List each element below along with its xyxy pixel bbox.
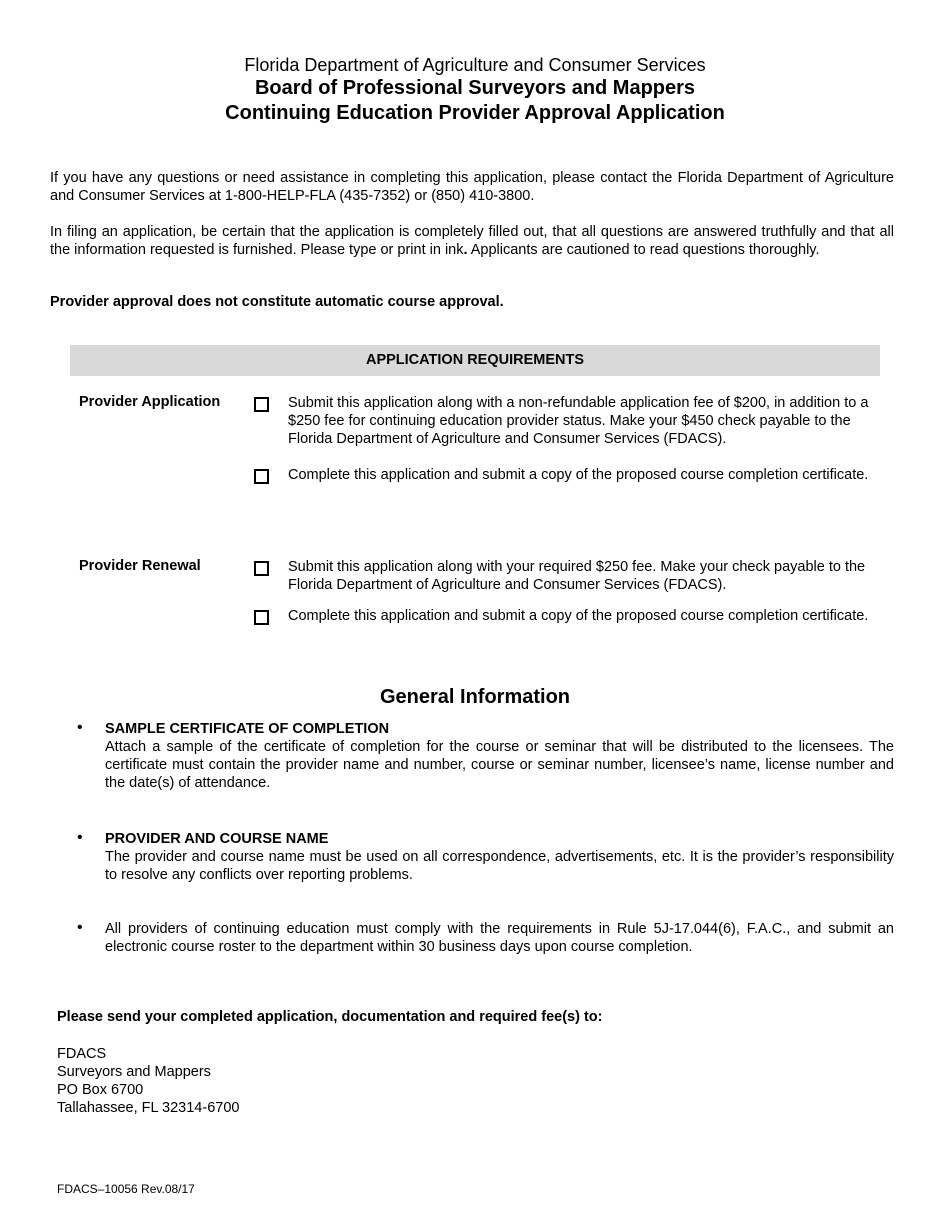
address-line: PO Box 6700 [57,1082,144,1098]
provider-application-certificate-text: Complete this application and submit a copy of the proposed course completion certificate. [288,467,869,483]
provider-application-certificate-checkbox[interactable] [254,469,269,484]
address-line: FDACS [57,1046,107,1062]
provider-application-label: Provider Application [79,394,221,410]
bullet-icon: • [77,719,83,736]
bullet-icon: • [77,829,83,846]
general-item-text: Attach a sample of the certificate of completion for the course or seminar that will be distributed to the licensees. The certificate must contain the provider name and number, course or seminar number, licensee’s name, license number and the date(s) of attendance. [105,739,894,791]
approval-notice: Provider approval does not constitute automatic course approval. [50,294,504,310]
general-item-rule [105,920,894,956]
filing-paragraph [50,223,894,259]
filing-paragraph-main: In filing an application, be certain that the application is completely filled out, that all questions are answered truthfully and that all the information requested is furnished. Please type or print in ink [50,224,894,258]
provider-renewal-fee-checkbox[interactable] [254,561,269,576]
mailing-instruction: Please send your completed application, documentation and required fee(s) to: [57,1009,603,1025]
requirements-heading: APPLICATION REQUIREMENTS [70,345,880,376]
filing-paragraph-dot: . [463,242,468,258]
provider-application-fee-checkbox[interactable] [254,397,269,412]
filing-paragraph-rest: Applicants are cautioned to read questions thoroughly. [467,242,820,258]
contact-paragraph: If you have any questions or need assistance in completing this application, please contact the Florida Department of Agriculture and Consumer Services at 1-800-HELP-FLA (435-7352) or (850) 410-3800. [50,170,894,204]
general-item-text: All providers of continuing education must comply with the requirements in Rule 5J-17.044(6), F.A.C., and submit an electronic course roster to the department within 30 business days upon course completion. [105,921,894,955]
provider-renewal-fee-text: Submit this application along with your required $250 fee. Make your check payable to the Florida Department of Agriculture and Consumer Services (FDACS). [288,559,866,593]
general-item-text: The provider and course name must be used on all correspondence, advertisements, etc. It is the provider’s responsibility to resolve any conflicts over reporting problems. [105,849,894,883]
board-name: Board of Professional Surveyors and Mappers [254,77,696,99]
page-title: Continuing Education Provider Approval Application [225,102,725,124]
address-line: Surveyors and Mappers [57,1064,211,1080]
form-number: FDACS–10056 Rev.08/17 [57,1182,195,1196]
general-item-course-name [105,830,894,884]
address-line: Tallahassee, FL 32314-6700 [57,1100,240,1116]
bullet-icon: • [77,919,83,936]
provider-renewal-certificate-text: Complete this application and submit a copy of the proposed course completion certificate. [288,608,869,624]
general-information-title: General Information [379,686,571,708]
general-item-heading: SAMPLE CERTIFICATE OF COMPLETION [105,721,390,737]
department-name: Florida Department of Agriculture and Consumer Services [244,55,706,75]
provider-application-fee-text: Submit this application along with a non-refundable application fee of $200, in addition to a $250 fee for continuing education provider status. Make your $450 check payable to the Florida Department of Agriculture and Consumer Services (FDACS). [288,395,869,447]
mailing-address [57,1045,239,1117]
general-item-certificate [105,720,894,792]
provider-renewal-label: Provider Renewal [79,558,201,574]
general-item-heading: PROVIDER AND COURSE NAME [105,831,329,847]
provider-renewal-certificate-checkbox[interactable] [254,610,269,625]
